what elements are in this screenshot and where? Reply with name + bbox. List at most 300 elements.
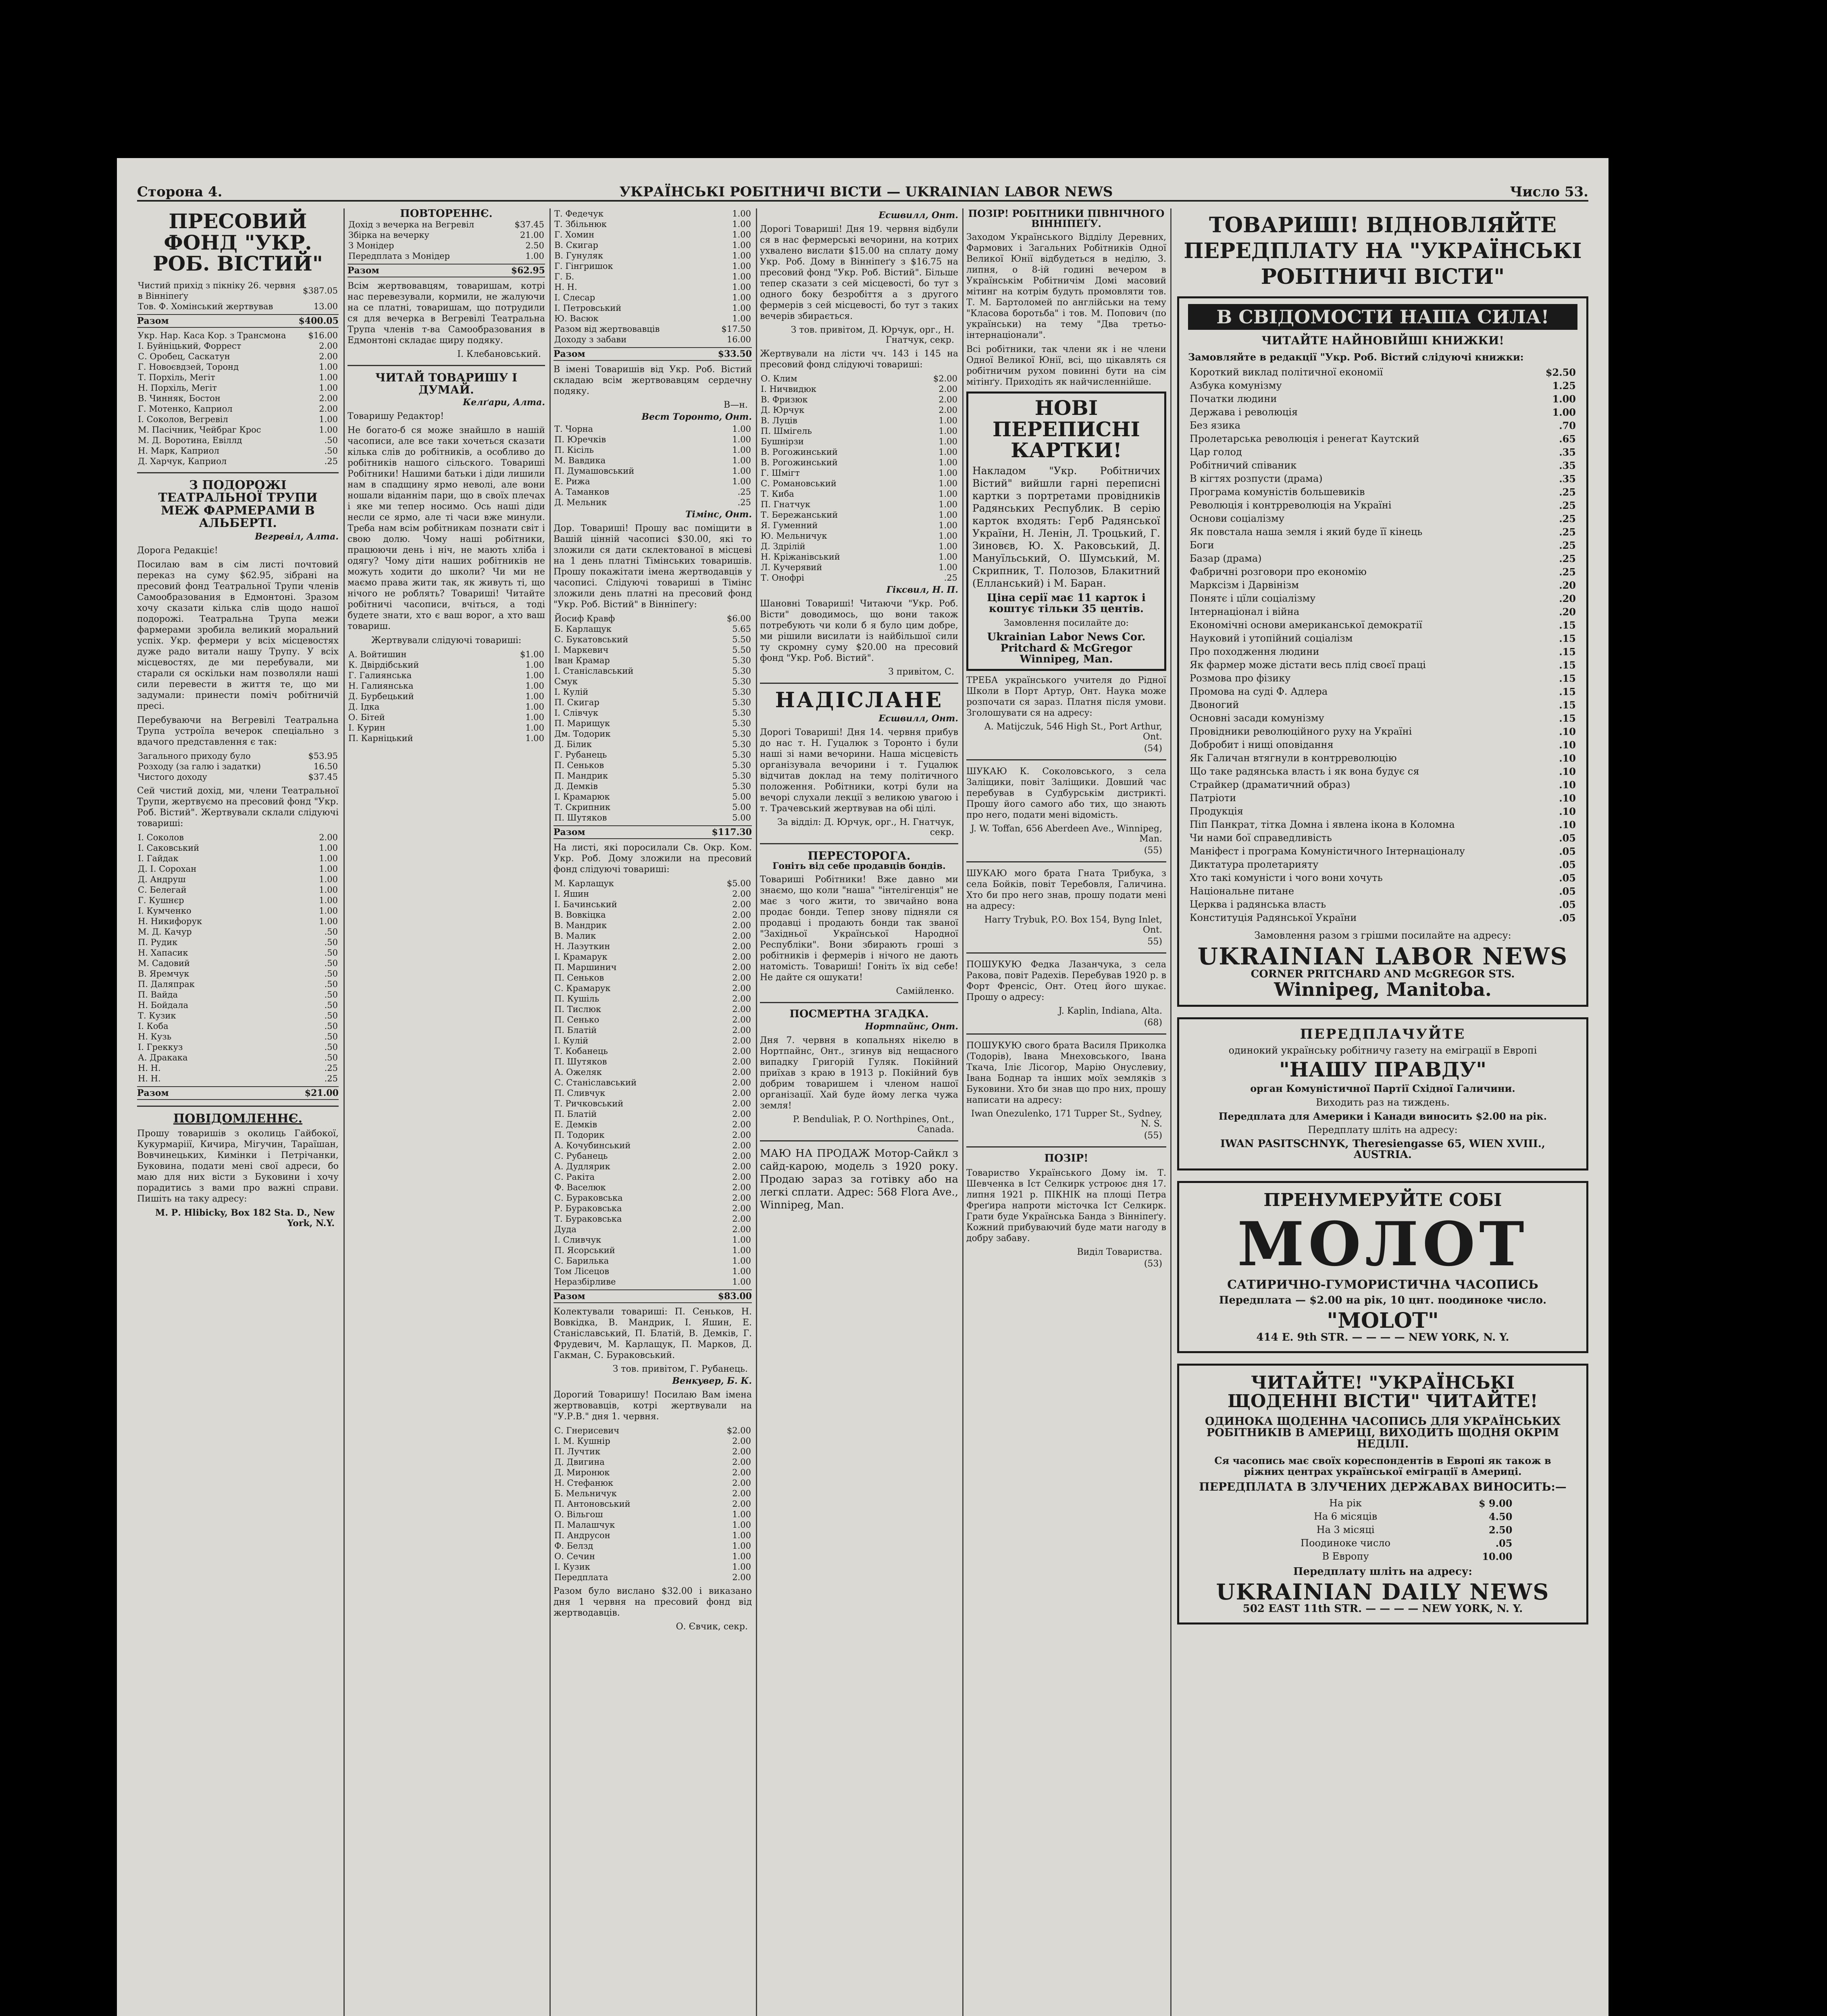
table-row: І. Соколов 2.00 [138,832,338,842]
letter-paragraph: Дорогий Товаришу! Посилаю Вам імена жертвовавців, котрі жертвували на "У.Р.В." дня 1. червня. [554,1390,752,1422]
table-row: Як Галичан втягнули в контрреволюцію .10 [1190,752,1576,764]
table-row: Програма комуністів большевиків .25 [1190,486,1576,498]
subtotals [554,324,752,345]
table-row: Базар (драма) .25 [1190,552,1576,564]
place-line: Тімінс, Онт. [685,509,752,520]
place-line: Есшвилл, Онт. [878,210,958,221]
table-row: Передплата з Монідер 1.00 [348,251,544,261]
table-row: В. Яремчук .50 [138,968,338,979]
signature: Виділ Товариства. [1077,1247,1162,1257]
table-row: Чистий прихід з пікніку 26. червня в Вінніпеґу $387.05 [138,280,338,301]
donors-list [760,373,958,583]
table-row: М. Д. Качур .50 [138,927,338,937]
table-row: Е. Демків 2.00 [554,1120,751,1129]
collectors-paragraph: Колектували товариші: П. Сеньков, Н. Вовкідка, В. Мандрик, І. Яшин, Е. Станіславський, П. Блатій, В. Демків, Г. Фрудевич, М. Карлащук, П. Марков, Д. Гакман, С. Бураковський. [554,1307,752,1360]
column-1 [137,208,339,2016]
table-row: С. Станіславський 2.00 [554,1078,751,1087]
table-row: Іван Крамар 5.30 [554,656,751,665]
table-row: І. Петровський 1.00 [554,303,751,313]
table-row: І. Курин 1.00 [348,723,544,733]
letter-paragraph: Шановні Товариші! Читаючи "Укр. Роб. Вісти" доводимось, що вони також потребують чи коли б я було цим добре, ми рішили висилати із найбільшої сили ту скромну суму $20.00 на пресовий фонд "Укр. Роб. Вістий". [760,599,958,663]
table-row: П. Маршинич 2.00 [554,962,751,972]
table-row: А. Кочубинський 2.00 [554,1141,751,1150]
article-greeting: Дорога Редакціє! [137,545,218,556]
table-row: А. Таманков .25 [554,487,751,497]
table-row: Національне питане .05 [1190,885,1576,897]
pravda-line: Передплату шліть на адресу: [1308,1124,1458,1135]
books-ad-footer: Замовлення разом з грішми посилайте на адресу: [1254,929,1511,941]
table-row: В Европу 10.00 [1322,1551,1513,1562]
molot-address: 414 E. 9th STR. — — — — NEW YORK, N. Y. [1256,1331,1509,1343]
table-row: На рік $ 9.00 [1329,1497,1513,1509]
table-row: Д. Двигина 2.00 [554,1457,751,1467]
table-row: Разом від жертвовавців $17.50 [554,324,751,334]
article-paragraph: Сей чистий дохід, ми, члени Театральної Трупи, жертвуємо на пресовий фонд "Укр. Роб. Вістий". Жертвували склали слідуючі товариші: [137,785,339,829]
article-paragraph: Посилаю вам в сім листі почтовий переказ на суму $62.95, зібрані на пресовий фонд Театральної Трупи членів Самообразования в Едмонтоні. Зразом хочу сказати кілька слів щодо нашої подорожі. Театральна Трупа межи фармерами зробила великий моральний успіх. Укр. фермери у всіх місцевостях дуже радо витали нашу Трупу. У всіх місцевостях, де ми перебували, ми старали ся оскільки нам позволяли наші сили перевести в життя те, що ми задумали: принести поміч робітничій пресі. [137,559,339,711]
table-row: Двоногий .15 [1190,699,1576,711]
table-row: П. Малашчук 1.00 [554,1520,751,1530]
notice-text: Прошу товаришів з околиць Гайбокої, Кукурмаріії, Кичира, Мігучин, Тараїшан, Вовчинецьких, Кимінки і Петрічанки, Буковина, подати мені свої адреси, бо маю для них вісти з Буковини і хочу порадитись з вами про важні справи. Пишіть на таку адресу: [137,1129,339,1204]
ad-number: (53) [1144,1258,1162,1269]
table-row: Г. Рубанець 5.30 [554,750,751,760]
letter-paragraph: Разом було вислано $32.00 і виказано дня 1 червня на пресовий фонд від жертводавців. [554,1586,752,1618]
uln-corner: CORNER PRITCHARD AND McGREGOR STS. [1251,968,1515,980]
table-row: П. Карніцький 1.00 [348,733,544,744]
table-row: С. Бураковська 2.00 [554,1193,751,1203]
place-line: Венкувер, Б. К. [672,1376,752,1386]
pravda-line: Передплата для Америки і Канади виносить $2.00 на рік. [1218,1110,1547,1122]
table-row: Д. І. Сорохан 1.00 [138,864,338,874]
nasha-pravda-ad [1177,1017,1588,1170]
molot-title: МОЛОТ [1237,1208,1528,1280]
daily-line: Ся часопись має своїх кореспондентів в Европі як також в ріжних центрах української еміграції в Америці. [1214,1454,1551,1477]
table-row: І. Гайдак 1.00 [138,853,338,863]
table-row: Т. Ричковський 2.00 [554,1099,751,1108]
table-row: Г. Хомин 1.00 [554,230,751,240]
column-2 [348,208,545,2016]
donors-list [348,649,545,744]
table-row: Т. Киба 1.00 [761,489,957,499]
ad-number: (55) [1144,846,1162,856]
table-row: Піп Панкрат, тітка Домна і явлена ікона в Коломна .10 [1190,818,1576,831]
books-ad-subtitle: ЧИТАЙТЕ НАЙНОВІЙШІ КНИЖКИ! [1261,334,1504,348]
table-row: Диктатура пролетарияту .05 [1190,858,1576,871]
table-row: Початки людини 1.00 [1190,393,1576,405]
table-row: Що таке радянська власть і як вона будує ся .10 [1190,765,1576,777]
table-row: Розмова про фізику .15 [1190,672,1576,684]
table-row: П. Шмігель 1.00 [761,426,957,436]
donors-list [554,1425,752,1583]
classified-ad: ШУКАЮ мого брата Гната Трибука, з села Бойків, повіт Теребовля, Галичина. Хто би про него знав, прошу подати мені на адресу: [966,868,1166,912]
ad-address: A. Matijczuk, 546 High St., Port Arthur, Ont. [984,722,1162,742]
table-row: П. Вайда .50 [138,989,338,1000]
signature: За відділ: Д. Юрчук, орг., Н. Гнатчук, секр. [777,817,954,837]
table-row: М. Вавдика 1.00 [554,456,751,465]
running-header [137,181,1588,202]
table-row: Т. Кобанець 2.00 [554,1046,751,1056]
table-row: Д. Здрілій 1.00 [761,541,957,551]
table-row: Д. Харчук, Каприол .25 [138,456,338,466]
table-row: Т. Кузик .50 [138,1010,338,1020]
postcards-text: Накладом "Укр. Робітничих Вістий" вийшли гарні переписні картки з портретами провідників Радянських Республик. В серію карток входять: Герб Радянської України, Н. Ленін, Л. Троцький, Г. Зиновєв, Ю. Х. Раковський, Д. Мануїльський, О. Шумський, М. Скрипник, Т. Полозов, Блакитний (Елланський) і М. Баран. [972,464,1160,589]
newspaper-page [117,158,1609,2016]
table-row: П. Кушіль 2.00 [554,994,751,1004]
donors-list [554,878,752,1287]
place-line: Гіксвил, Н. П. [886,585,958,595]
pravda-heading: ПЕРЕДПЛАЧУЙТЕ [1300,1026,1466,1043]
table-row: І. Слесар 1.00 [554,293,751,302]
table-row: Як фармер може дістати весь плід своєї праці .15 [1190,659,1576,671]
table-row: П. Даляпрак .50 [138,979,338,989]
table-row: О. Клим $2.00 [761,374,957,383]
table-row: П. Сеньков 5.30 [554,760,751,770]
daily-heading: ЧИТАЙТЕ! "УКРАЇНСЬКІ ЩОДЕННІ ВІСТИ" ЧИТАЙТЕ! [1228,1372,1538,1412]
table-row: Н. Кріжанівський 1.00 [761,552,957,562]
table-row: А. Дракака .50 [138,1052,338,1062]
memorial-title: ПОСМЕРТНА ЗГАДКА. [789,1008,929,1020]
table-row: Н. Бойдала .50 [138,1000,338,1010]
table-row: І. Крамарук 2.00 [554,952,751,962]
table-row: Загального приходу було $53.95 [138,751,338,761]
table-row: Смук 5.30 [554,677,751,686]
table-row: П. Лучтик 2.00 [554,1447,751,1456]
table-row: К. Двірдібський 1.00 [348,660,544,670]
table-row: Дм. Тодорик 5.30 [554,729,751,739]
table-row: Б. Карлащук 5.65 [554,624,751,634]
press-fund-title: ПРЕСОВИЙ ФОНД "УКР. РОБ. ВІСТИЙ" [153,209,323,275]
table-row: Н. Марк, Каприол .50 [138,446,338,456]
for-sale-ad: МАЮ НА ПРОДАЖ Мотор-Сайкл з сайд-карою, модель з 1920 року. Продаю зараз за готівку або на легкі сплати. Адрес: 568 Flora Ave., Winnipeg, Man. [760,1148,958,1212]
table-row: Хто такі комуністи і чого вони хочуть .05 [1190,872,1576,884]
table-row: І. Кумченко 1.00 [138,906,338,916]
place-line: Нортпайнс, Онт. [865,1021,958,1032]
table-row: Основи соціалізму .25 [1190,512,1576,525]
income-list [348,219,545,261]
subtotal-row: Разом $21.00 [137,1086,339,1100]
table-row: В кігтях розпусти (драма) .35 [1190,473,1576,485]
table-row: П. Думашовський 1.00 [554,466,751,476]
table-row: Д. Бурбецький 1.00 [348,691,544,702]
table-row: А. Дудлярик 2.00 [554,1162,751,1171]
donors-list [554,208,752,324]
table-row: І. Яшин 2.00 [554,889,751,899]
table-row: Б. Мельничук 2.00 [554,1489,751,1498]
table-row: Як повстала наша земля і який буде її кінець .25 [1190,526,1576,538]
article-place: Келґари, Алта. [463,397,545,408]
repeat-title: ПОВТОРЕННЄ. [400,208,493,220]
warning-title: ПЕРЕСТОРОГА. [807,849,911,862]
table-row: Г. Гінгришок 1.00 [554,261,751,271]
daily-news-ad [1177,1364,1588,1624]
table-row: Страйкер (драматичний образ) .10 [1190,779,1576,791]
pravda-line: одинокий українську робітничу газету на еміграції в Европі [1228,1044,1537,1056]
table-row: М. Д. Воротина, Евіллд .50 [138,435,338,445]
daily-line: ОДИНОКА ЩОДЕННА ЧАСОПИСЬ ДЛЯ УКРАЇНСЬКИХ РОБІТНИКІВ В АМЕРИЦІ, ВИХОДИТЬ ЩОДНЯ ОКРІМ НЕДІЛІ. [1205,1415,1561,1451]
table-row: Т. Скрипник 5.00 [554,802,751,812]
table-row: Г. Шмігт 1.00 [761,468,957,478]
table-row: Т. Бережанський 1.00 [761,510,957,520]
table-row: І. Коба .50 [138,1021,338,1031]
table-row: П. Юречків 1.00 [554,435,751,444]
table-row: В. Фризюк 2.00 [761,395,957,404]
subtotal-row: Разом $117.30 [554,825,752,839]
letter-paragraph: Дорогі Товариші! Дня 14. червня прибув до нас т. Н. Гуцалюк з Торонто і були наші зі нами вечорини. Наша місцевість організувала вечорини і т. Гуцалюк відчитав доклад на тему політичного положення. Робітники, котрі були на вечорі слухали лекції з великою увагою і т. Трачевський жертвував на обі цілі. [760,727,958,814]
table-row: Дуда 2.00 [554,1225,751,1234]
table-row: І. Слівчук 5.30 [554,708,751,718]
ad-address: J. Kaplin, Indiana, Alta. [1058,1006,1162,1016]
table-row: С. Букатовський 5.50 [554,635,751,644]
table-row: П. Скигар 5.30 [554,698,751,707]
table-row: С. Рубанець 2.00 [554,1151,751,1161]
table-row: Г. Галиянська 1.00 [348,671,544,681]
table-row: Н. Н. 1.00 [554,282,751,292]
table-row: П. Сенько 2.00 [554,1015,751,1025]
article-title: ЧИТАЙ ТОВАРИШУ І ДУМАЙ. [375,371,518,396]
table-row: Короткий виклад політичної економії $2.50 [1190,366,1576,378]
daily-address: 502 EAST 11th STR. — — — — NEW YORK, N. Y. [1242,1602,1523,1615]
table-row: На 6 місяців 4.50 [1313,1511,1513,1522]
table-row: Передплата 2.00 [554,1572,751,1582]
table-row: Л. Кучерявий 1.00 [761,562,957,572]
ad-number: (68) [1144,1018,1162,1028]
ad-number: 55) [1147,937,1162,947]
table-row: Н. Кузь .50 [138,1031,338,1041]
table-row: Д. Демків 5.30 [554,781,751,791]
table-row: Добробит і нищі оповідання .10 [1190,739,1576,751]
table-row: П. Сеньков 2.00 [554,973,751,983]
signature: З тов. привітом, Д. Юрчук, орг., Н. Гнатчук, секр. [791,325,954,345]
table-row: П. Антоновський 2.00 [554,1499,751,1509]
table-row: С. Барилька 1.00 [554,1256,751,1266]
notice-signature: М. Р. Hlibicky, Box 182 Sta. D., New York, N.Y. [155,1208,335,1229]
signature: P. Benduliak, P. O. Northpines, Ont., Canada. [793,1114,954,1135]
table-row: Д. Ідка 1.00 [348,702,544,712]
uln-name: UKRAINIAN LABOR NEWS [1197,942,1568,970]
table-row: І. М. Кушнір 2.00 [554,1436,751,1446]
classified-ad: ТРЕБА українського учителя до Рідної Школи в Порт Артур, Онт. Наука може розпочати ся зараз. Платня після умови. Зголошувати ся на адресу: [966,675,1166,719]
table-row: С. Белегай 1.00 [138,885,338,895]
table-row: П. Тислюк 2.00 [554,1004,751,1014]
signature: Самійленко. [896,986,954,997]
income-summary [137,751,339,782]
table-row: В. Гунуляк 1.00 [554,251,751,260]
table-row: С. Оробец, Саскатун 2.00 [138,351,338,361]
article-place: Вегревіл, Алта. [255,531,339,542]
table-row: М. Карлащук $5.00 [554,879,751,888]
warning-subtitle: Гоніть від себе продавців бондів. [772,860,946,871]
table-row: А. Ожеляк 2.00 [554,1067,751,1077]
table-row: І. Сливчук 1.00 [554,1235,751,1245]
thanks-paragraph: В імені Товаришів від Укр. Роб. Вістий складаю всім жертвовавцям сердечну подяку. [554,364,752,396]
table-row: Н. Н. .25 [138,1063,338,1073]
table-row: І. Станіславський 5.30 [554,666,751,676]
table-row: І. Буйніцький, Форрест 2.00 [138,341,338,351]
table-row: Без язика .70 [1190,419,1576,431]
table-row: Тов. Ф. Хомінський жертвував 13.00 [138,301,338,311]
ad-number: (54) [1144,744,1162,754]
table-row: П. Тодорик 2.00 [554,1130,751,1140]
donors-list [137,832,339,1084]
daily-price-table [1252,1497,1514,1563]
table-row: П. Гнатчук 1.00 [761,500,957,509]
table-row: П. Шутяков 2.00 [554,1057,751,1066]
subtotal-row: Разом $83.00 [554,1289,752,1303]
table-row: Чистого доходу $37.45 [138,772,338,782]
table-row: Т. Порхіль, Мегіт 1.00 [138,372,338,382]
table-row: Н. Порхіль, Мегіт 1.00 [138,383,338,393]
table-row: Марксізм і Дарвінізм .20 [1190,579,1576,591]
table-row: П. Мандрик 5.30 [554,771,751,781]
sent-section-title: НАДІСЛАНЕ [775,688,943,712]
table-row: Азбука комунізму 1.25 [1190,379,1576,392]
table-row: Н. Хапасик .50 [138,948,338,958]
signature: О. Євчик, секр. [676,1622,748,1632]
column-3 [554,208,752,2016]
letter-paragraph: Дор. Товариші! Прошу вас поміщити в Вашій цінній часописі $30.00, які то зложили ся дати склектованої в місцеві на 1 день платні Тімінських товаришів. Прошу покажітати імена жертводавців у часописі. Слідуючі товариші в Тімінс зложили день платні на пресовий фонд "Укр. Роб. Вістий" в Вінніпеґу: [554,523,752,610]
postcards-price: Ціна серії має 11 карток і коштує тільки 35 центів. [987,591,1146,615]
table-row: Пролетарська революція і ренегат Каутский .65 [1190,433,1576,445]
table-row: Конституція Радянської України .05 [1190,912,1576,924]
table-row: М. Пасічник, Чейбраг Крос 1.00 [138,425,338,435]
issue-number: Число 53. [1510,184,1588,200]
table-row: Церква і радянська власть .05 [1190,898,1576,910]
table-row: Держава і революція 1.00 [1190,406,1576,418]
memorial-text: Дня 7. червня в копальнях нікелю в Нортпайнс, Онт., згинув від нещасного випадку Григорій Гуляк. Покійний приїхав з краю в 1913 р. Покійний був добрим товаришем і членом нашої організації. Хай буде йому легка чужа земля! [760,1035,958,1111]
table-row: Г. Мотенко, Каприол 2.00 [138,404,338,414]
table-row: С. Крамарук 2.00 [554,983,751,993]
table-row: Д. Мельник .25 [554,498,751,507]
table-row: Н. Лазуткин 2.00 [554,941,751,951]
table-row: Чи нами бої справедливість .05 [1190,832,1576,844]
molot-price: Передплата — $2.00 на рік, 10 цнт. поодиноке число. [1219,1294,1547,1307]
picnic-title: ПОЗІР! [1044,1152,1088,1165]
page-number: Сторона 4. [137,184,223,200]
table-row: П. Блатій 2.00 [554,1109,751,1119]
molot-ad [1177,1181,1588,1353]
daily-name: UKRAINIAN DAILY NEWS [1216,1579,1550,1605]
ad-address: Iwan Onezulenko, 171 Tupper St., Sydney, N. S. [971,1109,1162,1129]
uln-city: Winnipeg, Manitoba. [1274,978,1492,1000]
place-line: Вест Торонто, Онт. [641,412,752,422]
table-row: П. Марищук 5.30 [554,719,751,728]
donors-list [554,613,752,823]
table-row: Р. Бураковська 2.00 [554,1204,751,1213]
books-list [1188,366,1577,925]
table-row: І. Крамарюк 5.00 [554,792,751,802]
ad-address: J. W. Toffan, 656 Aberdeen Ave., Winnipeg, Man. [971,824,1162,844]
table-row: Фабричні розговори про економію .25 [1190,566,1576,578]
books-ad-order: Замовляйте в редакції "Укр. Роб. Вістий слідуючі книжки: [1188,351,1524,363]
table-row: Ф. Белзд 1.00 [554,1541,751,1551]
letter-paragraph: На листі, які поросилали Св. Окр. Ком. Укр. Роб. Дому зложили на пресовий фонд слідуючі товариші: [554,843,752,875]
table-row: Бушнірзи 1.00 [761,437,957,446]
table-row: Поодиноке число .05 [1301,1537,1513,1549]
table-row: І. Греккуз .50 [138,1042,338,1052]
table-row: Збірка на вечерку 21.00 [348,230,544,240]
table-row: Економічні основи американської демократії .15 [1190,619,1576,631]
table-row: В. Чинняк, Бостон 2.00 [138,393,338,403]
pravda-title: "НАШУ ПРАВДУ" [1279,1057,1487,1081]
postcards-ad [966,392,1166,671]
table-row: Н. Никифорук 1.00 [138,916,338,926]
table-row: Про походження людини .15 [1190,646,1576,658]
molot-name: "MOLOT" [1327,1308,1439,1333]
table-row: І. Кузик 1.00 [554,1562,751,1572]
table-row: Понятє і цїли соціалізму .20 [1190,592,1576,604]
list-title: Жертвували слідуючі товариші: [371,635,522,646]
classified-ad: ШУКАЮ К. Соколовського, з села Заліщики, повіт Заліщики. Довший час перебував в Судбурськім дистрикті. Прошу його самого або тих, що знають про него, подати мені відомість. [966,766,1166,821]
signature: В—н. [724,400,748,410]
table-row: Ф. Васелюк 2.00 [554,1183,751,1192]
table-row: В. Рогожинський 1.00 [761,447,957,457]
table-row: Революція і контрреволюція на Україні .25 [1190,499,1576,511]
table-row: І. Маркевич 5.50 [554,645,751,655]
table-row: Розходу (за галю і задатки) 16.50 [138,761,338,771]
table-row: Промова на суді Ф. Адлера .15 [1190,685,1576,698]
table-row: Доходу з забави 16.00 [554,335,751,344]
table-row: С. Романовський 1.00 [761,479,957,488]
subtotal-row: Разом $33.50 [554,347,752,361]
masthead-line: УКРАЇНСЬКІ РОБІТНИЧІ ВІСТИ — UKRAINIAN LABOR NEWS [619,184,1113,200]
table-row: О. Бітей 1.00 [348,712,544,723]
thanks-paragraph: Всім жертвовавцям, товаришам, котрі нас перевезували, кормили, не жалуючи на се платні, товаришам, що потрудили ся для вечерка в Вегревілі Театральна Трупа членів т-ва Самообразования в Едмонтоні складає щиру подяку. [348,281,545,346]
meeting-text: Заходом Українського Відділу Деревних, Фармових і Загальних Робітників Одної Великої Юнії відбудеться в неділю, 3. липня, о 8-ій годині вечером в Українськім Робітничім Домі масовий мітинг на котрім будуть промовляти тов. Т. М. Бартоломей по англійськи на тему "Класова боротьба" і тов. М. Попович (по українськи) на тему "Два третьо-інтернаціонали". [966,232,1166,341]
ad-number: (55) [1144,1131,1162,1141]
table-row: Інтернаціонал і війна .20 [1190,606,1576,618]
table-row: В. Рогожинський 1.00 [761,458,957,467]
table-row: Т. Бураковська 2.00 [554,1214,751,1224]
table-row: П. Андрусон 1.00 [554,1531,751,1540]
table-row: С. Гнерисевич $2.00 [554,1426,751,1435]
postcards-title: НОВІ ПЕРЕПИСНІ КАРТКИ! [993,396,1140,462]
column-5 [966,208,1166,2016]
table-row: П. Рудик .50 [138,937,338,947]
table-row: Н. Галиянська 1.00 [348,681,544,691]
table-row: Д. Білик 5.30 [554,739,751,749]
table-row: І. Ничвидюк 2.00 [761,384,957,394]
table-row: Науковий і утопійний соціалізм .15 [1190,632,1576,644]
books-ad [1177,296,1588,1007]
subtotal-row: Разом $62.95 [348,264,545,277]
pravda-line: орган Комуністичної Партії Східної Галичини. [1250,1083,1515,1095]
table-row: В. Мандрик 2.00 [554,921,751,930]
place-line: Есшвилл, Онт. [878,713,958,724]
table-row: В. Вовкіцка 2.00 [554,910,751,920]
table-row: Маніфест і програма Комуністичного Інтернаціоналу .05 [1190,845,1576,857]
table-row: П. Блатій 2.00 [554,1025,751,1035]
table-row: І. Кулій 2.00 [554,1036,751,1045]
classified-ad: ПОШУКУЮ свого брата Василя Приколка (Тодорів), Івана Мнеховського, Івана Ткача, Іліє Лісогор, Марію Онуслевиу, Івана Боднар та інших моїх земляків з Буковини. Хто би знав що про них, прошу написати на адресу: [966,1041,1166,1106]
article-paragraph: Не богато-б ся може знайшло в нашій часописи, але все таки хочеться сказати кілька слів до робітників, а особливо до робітників нашого сільского. Товариші Робітники! Нашими батьки і діди лишили нам в спадщину ярмо неволі, але вони ношали віданнім пари, що в своїх плечах і яке ми тепер носимо. Ось наші діди несли се ярмо, але ті часи вже минули. Треба нам всім робітникам познати світ і свою долю. Чому наші робітники, працюючи день і ніч, не мають хліба і одягу? Чому діти наших робітників не можуть ходити до школи? Чи ми не маємо права жити так, як живуть ті, що нічого не роблять? Товариші! Читайте робітничі часописи, вчіться, а тоді будете знати, хто є ваш ворог, а хто ваш товариш. [348,425,545,632]
subtotal-row: Разом $400.05 [137,314,339,328]
classified-ad: ПОШУКУЮ Федка Лазанчука, з села Ракова, повіт Радехів. Перебував 1920 р. в Форт Френсіс, Онт. Отец його шукає. Прошу о адресу: [966,960,1166,1003]
table-row: З Монідер 2.50 [348,241,544,251]
donors-list [554,424,752,508]
letter-paragraph: Дорогі Товариші! Дня 19. червня відбули ся в нас фермерські вечорини, на котрих ухвалено вислати $15.00 на сплату дому Укр. Роб. Дому в Вінніпеґу з $16.75 на пресовий фонд "Укр. Роб. Вістий". Більше тепер сказати з сей місцевості, бо тут з одного боку безробіття а з другого фермерів з сей місцевості, бо тут з таких вечерів збирається. [760,224,958,321]
warning-text: Товариші Робітники! Вже давно ми знаємо, що коли "наша" "інтелігенція" не має з чого жити, то звичайно вона продає бонди. Тепер знову підняли ся продавці і продають бонди так званої "Західньої Української Народної Республіки". Вони збирають гроші з робітників і фермерів і нічого не дають натомість. Товариші! Гоніть їх від себе! Не дайте ся ошукати! [760,875,958,983]
table-row: Основні засади комунізму .15 [1190,712,1576,724]
table-row: Продукція .10 [1190,805,1576,817]
table-row: І. Саковський 1.00 [138,843,338,853]
molot-subtitle: САТИРИЧНО-ГУМОРИСТИЧНА ЧАСОПИСЬ [1227,1277,1538,1292]
table-row: Том Лісецов 1.00 [554,1266,751,1276]
ad-address: Harry Trybuk, P.O. Box 154, Byng Inlet, Ont. [984,915,1162,935]
table-row: О. Сечин 1.00 [554,1552,751,1561]
table-row: О. Вільгош 1.00 [554,1510,751,1519]
table-row: Цар голод .35 [1190,446,1576,458]
books-ad-title: В СВІДОМОСТИ НАША СИЛА! [1188,304,1577,330]
table-row: Т. Чорна 1.00 [554,424,751,434]
